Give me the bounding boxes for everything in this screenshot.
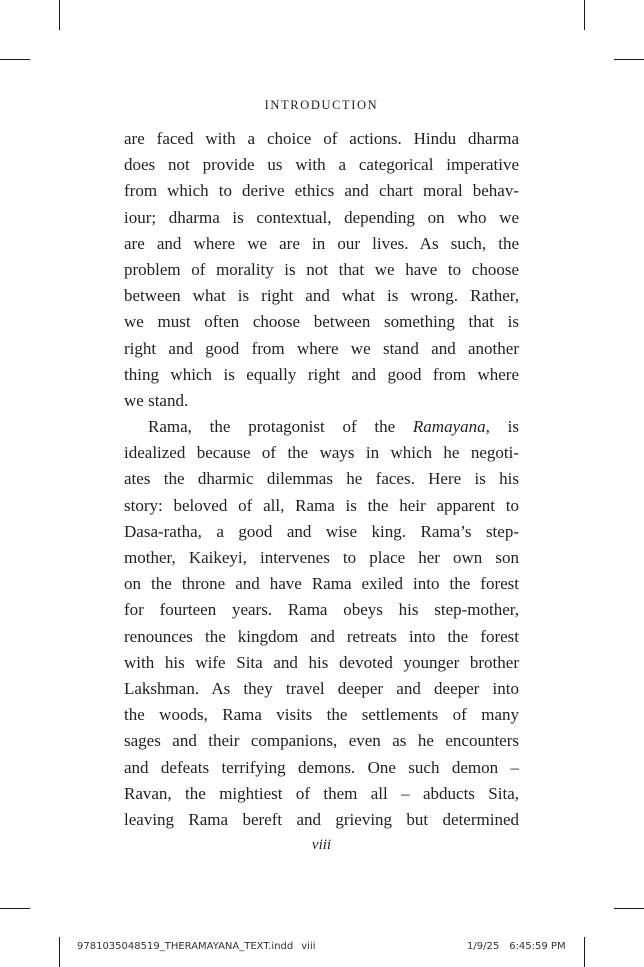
text-line: right and good from where we stand and another	[124, 338, 519, 358]
text-line: for fourteen years. Rama obeys his step-mother,	[124, 600, 519, 620]
text-line: ates the dharmic dilemmas he faces. Here is his	[124, 469, 519, 489]
crop-mark-bottom-left	[59, 937, 60, 967]
slug-page: viii	[301, 941, 316, 952]
text-line: Lakshman. As they travel deeper and deeper into	[124, 678, 519, 698]
paragraph-first-line	[124, 414, 519, 440]
text-line: renounces the kingdom and retreats into the forest	[124, 626, 519, 646]
crop-mark-top-right	[584, 0, 585, 30]
text-line: with his wife Sita and his devoted younger brother	[124, 652, 519, 672]
page-number: viii	[311, 837, 332, 853]
text-line: are faced with a choice of actions. Hindu dharma	[124, 129, 519, 148]
slug-time: 6:45:59 PM	[509, 941, 566, 952]
text-line: and defeats terrifying demons. One such demon –	[124, 757, 519, 777]
text-line: iour; dharma is contextual, depending on who we	[124, 207, 519, 227]
text-line: does not provide us with a categorical imperative	[124, 155, 519, 175]
text-line: sages and their companions, even as he encounters	[124, 731, 519, 751]
text-fragment: Rama, the protagonist of the	[148, 417, 413, 437]
slug-date: 1/9/25	[467, 941, 500, 952]
text-line: thing which is equally right and good from where	[124, 364, 519, 384]
crop-mark-left-bottom	[0, 908, 30, 909]
text-line: from which to derive ethics and chart moral behav-	[124, 181, 519, 201]
text-line: leaving Rama bereft and grieving but determined	[124, 809, 519, 829]
text-line: between what is right and what is wrong. Rather,	[124, 286, 519, 306]
slug-file-info	[77, 941, 316, 952]
running-head: INTRODUCTION	[264, 98, 379, 112]
body-text	[124, 126, 519, 833]
text-fragment: , is	[485, 417, 519, 437]
text-line: Dasa-ratha, a good and wise king. Rama’s step-	[124, 521, 519, 541]
text-line: are and where we are in our lives. As such, the	[124, 233, 519, 253]
text-line: we must often choose between something that is	[124, 312, 519, 332]
crop-mark-left-top	[0, 59, 30, 60]
crop-mark-bottom-right	[584, 937, 585, 967]
text-line: we stand.	[124, 390, 189, 410]
slug-filename: 9781035048519_THERAMAYANA_TEXT.indd	[77, 941, 294, 952]
crop-mark-right-top	[614, 59, 644, 60]
text-line: the woods, Rama visits the settlements of many	[124, 705, 519, 725]
text-line: problem of morality is not that we have to choose	[124, 259, 519, 279]
text-line: Ravan, the mightiest of them all – abducts Sita,	[124, 783, 519, 803]
text-line: story: beloved of all, Rama is the heir apparent to	[124, 495, 519, 515]
text-line: on the throne and have Rama exiled into the forest	[124, 574, 519, 594]
slug-timestamp	[467, 941, 566, 952]
text-line: idealized because of the ways in which he negoti-	[124, 443, 519, 463]
book-title: Ramayana	[412, 417, 486, 437]
crop-mark-top-left	[59, 0, 60, 30]
text-line: mother, Kaikeyi, intervenes to place her own son	[124, 548, 519, 567]
crop-mark-right-bottom	[614, 908, 644, 909]
